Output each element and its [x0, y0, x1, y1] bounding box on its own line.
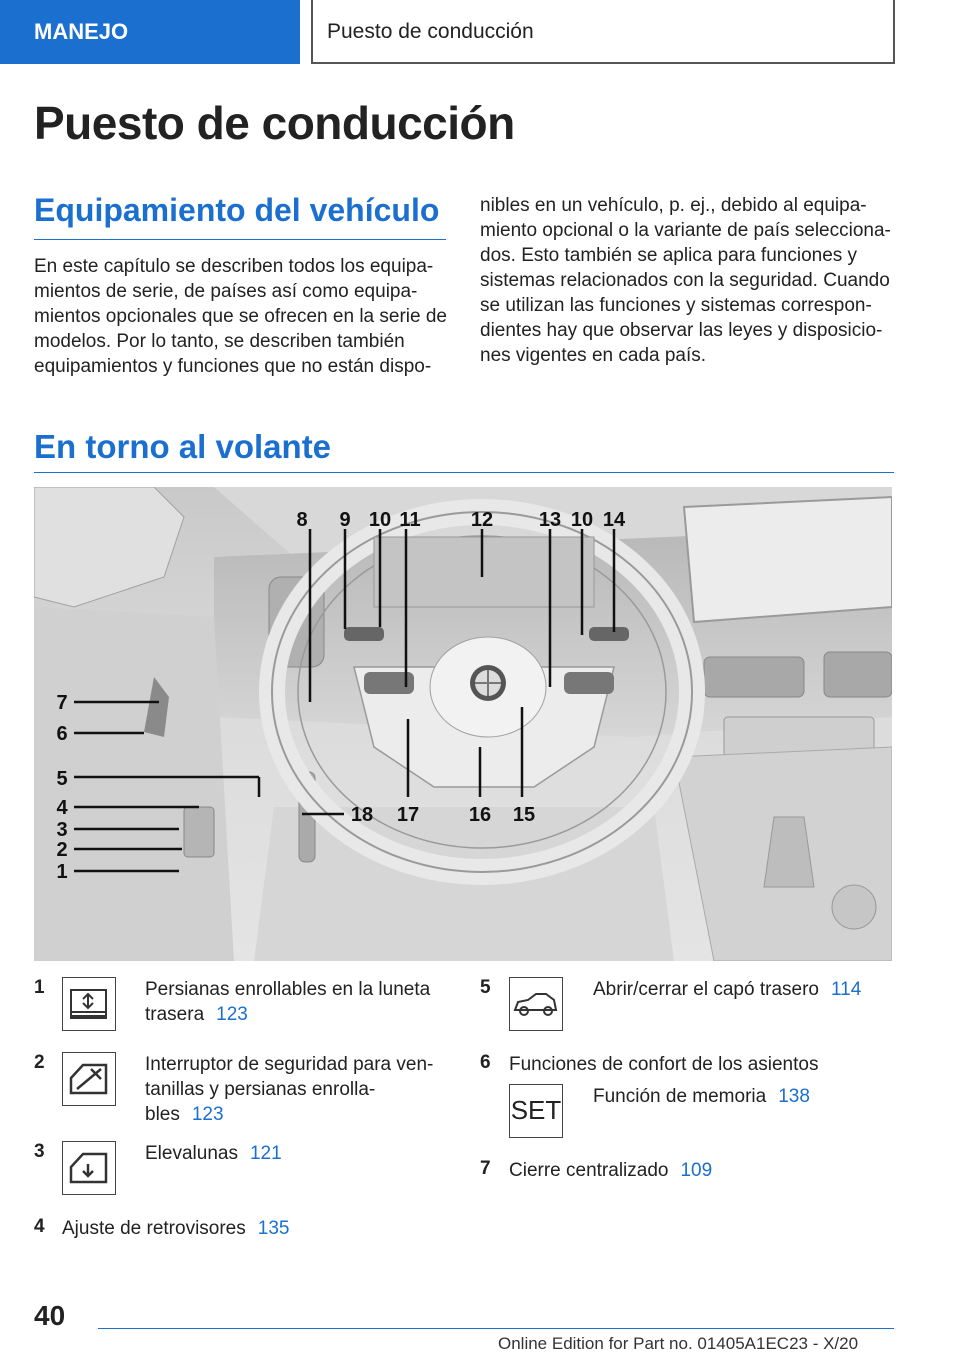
rear-sunblind-icon [62, 977, 116, 1031]
callout-4: 4 [56, 797, 68, 819]
legend-label-4: Ajuste de retrovisores [62, 1218, 246, 1239]
page-ref-4[interactable]: 135 [257, 1218, 290, 1239]
legend-num-3: 3 [34, 1141, 45, 1162]
callout-9: 9 [339, 509, 351, 531]
legend-label-2: Interruptor de seguridad para ven-tanillas y persianas enrolla-bles [145, 1054, 434, 1125]
legend-num-6: 6 [480, 1052, 491, 1073]
legend-item-6a [593, 1084, 893, 1109]
callout-10a: 10 [368, 509, 392, 531]
equipment-text-col1: En este capítulo se describen todos los equipa-mientos de serie, de países así como equipa-mientos opcionales que se ofrecen en la serie de modelos. Por lo tanto, se describen también equipamientos y funciones que no están dispo- [34, 256, 447, 377]
legend-label-6: Funciones de confort de los asientos [509, 1054, 819, 1075]
legend-item-2 [145, 1052, 440, 1127]
page-title: Puesto de conducción [34, 97, 515, 149]
page-ref-3[interactable]: 121 [249, 1143, 282, 1164]
page-ref-5[interactable]: 114 [830, 979, 862, 1000]
legend-label-1: Persianas enrollables en la luneta trasera [145, 979, 431, 1025]
header-page-title-text: Puesto de conducción [327, 20, 534, 43]
section-tab: MANEJO [0, 0, 300, 64]
legend-label-5: Abrir/cerrar el capó trasero [593, 979, 819, 1000]
callout-6: 6 [56, 723, 68, 745]
legend-item-5 [593, 977, 893, 1002]
legend-item-4 [62, 1216, 442, 1241]
window-safety-switch-icon [62, 1052, 116, 1106]
legend-item-6 [509, 1052, 889, 1077]
callout-8: 8 [296, 509, 308, 531]
page-ref-7[interactable]: 109 [680, 1160, 713, 1181]
legend-label-6a: Función de memoria [593, 1086, 767, 1107]
callout-7: 7 [56, 692, 68, 714]
page-ref-6a[interactable]: 138 [778, 1086, 810, 1107]
callout-5: 5 [56, 768, 68, 790]
legend-num-7: 7 [480, 1158, 491, 1179]
header-page-title [311, 0, 895, 64]
callout-17: 17 [396, 804, 420, 826]
legend-num-2: 2 [34, 1052, 45, 1073]
callout-3: 3 [56, 819, 68, 841]
power-window-icon [62, 1141, 116, 1195]
callout-10b: 10 [570, 509, 594, 531]
callout-12: 12 [470, 509, 494, 531]
callout-13: 13 [538, 509, 562, 531]
legend-num-5: 5 [480, 977, 491, 998]
callout-14: 14 [602, 509, 626, 531]
legend-num-1: 1 [34, 977, 45, 998]
footer-text: Online Edition for Part no. 01405A1EC23 - X/20 [498, 1334, 859, 1353]
equipment-heading-block [34, 192, 446, 240]
legend-item-3 [145, 1141, 440, 1166]
callout-18: 18 [350, 804, 374, 826]
set-memory-icon [509, 1084, 563, 1138]
legend-label-7: Cierre centralizado [509, 1160, 669, 1181]
steering-heading-block [34, 428, 894, 473]
legend-num-4: 4 [34, 1216, 45, 1237]
equipment-text-col2: nibles en un vehículo, p. ej., debido al equipa-miento opcional o la variante de país selecciona-dos. Esto también se aplica para funciones y sistemas relacionados con la seguridad. Cuando se utilizan las funciones y sistemas correspon-dientes hay que observar las leyes y disposicio-nes vigentes en cada país. [480, 195, 891, 366]
steering-heading: En torno al volante [34, 428, 332, 465]
set-icon-text: SET [510, 1095, 562, 1125]
page-ref-1[interactable]: 123 [216, 1004, 248, 1025]
page-number: 40 [34, 1300, 66, 1331]
page-ref-2[interactable]: 123 [191, 1104, 224, 1125]
cockpit-illustration [34, 487, 892, 961]
callout-15: 15 [512, 804, 536, 826]
callout-11: 11 [399, 509, 421, 531]
callout-2: 2 [56, 839, 68, 861]
callout-16: 16 [468, 804, 492, 826]
legend-item-7 [509, 1158, 889, 1183]
legend-item-1 [145, 977, 445, 1027]
legend-label-3: Elevalunas [145, 1143, 238, 1164]
equipment-heading: Equipamiento del vehículo [34, 192, 440, 228]
footer-divider [98, 1328, 894, 1329]
trunk-lid-icon [509, 977, 563, 1031]
callout-1: 1 [56, 861, 68, 883]
